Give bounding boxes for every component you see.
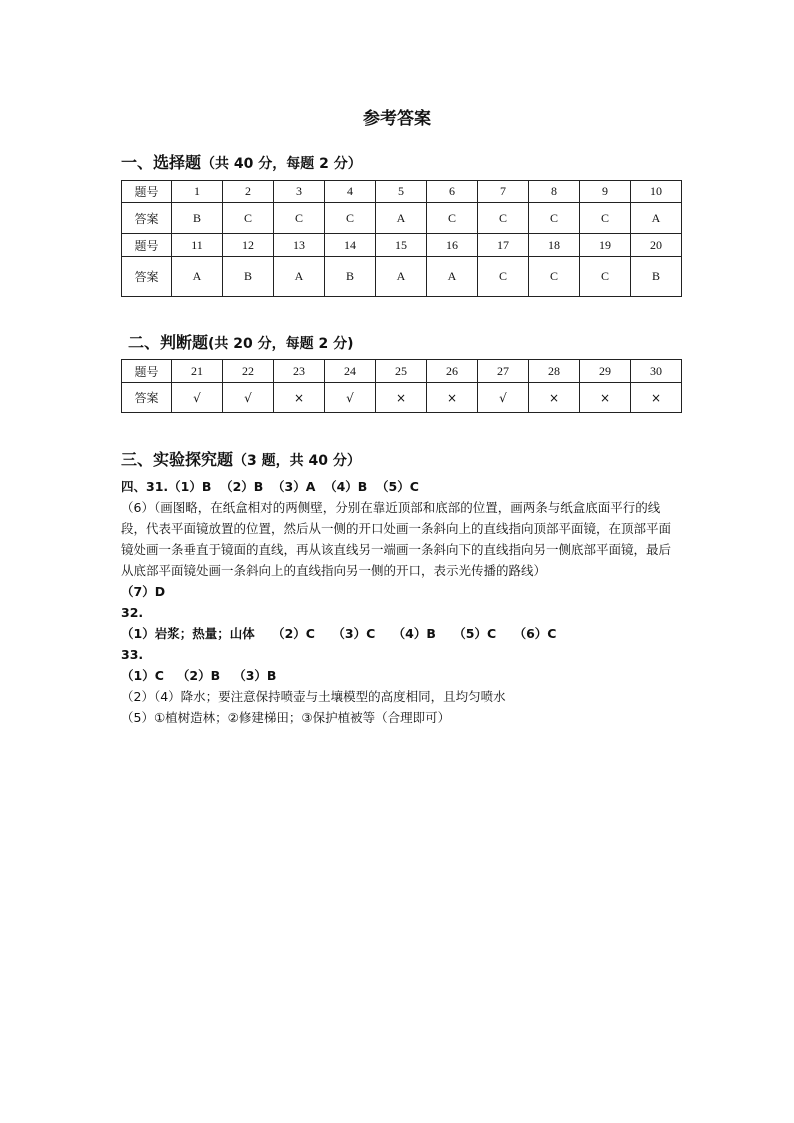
table-cell: C	[427, 203, 478, 234]
table-cell: 9	[580, 181, 631, 203]
table-cell: 5	[376, 181, 427, 203]
table-cell: C	[529, 257, 580, 297]
q32-line1: （1）岩浆；热量；山体 （2）C （3）C （4）B （5）C （6）C	[121, 626, 557, 641]
table-cell: 16	[427, 234, 478, 257]
table-cell: 11	[172, 234, 223, 257]
table-cell: A	[427, 257, 478, 297]
table-cell: 14	[325, 234, 376, 257]
q31-line1: 四、31.（1）B （2）B （3）A （4）B （5）C	[121, 479, 419, 494]
table-cell: C	[274, 203, 325, 234]
q32-heading: 32.	[121, 605, 144, 620]
table-cell: 21	[172, 360, 223, 383]
table-cell: C	[478, 203, 529, 234]
q33-line1: （1）C （2）B （3）B	[121, 668, 277, 683]
q31-line3: （7）D	[121, 584, 166, 599]
table-cell: 4	[325, 181, 376, 203]
table-cell: 10	[631, 181, 682, 203]
table-cell: ×	[580, 383, 631, 413]
table-cell: 8	[529, 181, 580, 203]
table-cell: 6	[427, 181, 478, 203]
table-cell: A	[274, 257, 325, 297]
section1-heading	[121, 150, 362, 173]
table-cell: 18	[529, 234, 580, 257]
table-cell: 1	[172, 181, 223, 203]
table-row	[122, 360, 682, 383]
table-cell: 17	[478, 234, 529, 257]
table-row	[122, 203, 682, 234]
table-cell: 24	[325, 360, 376, 383]
table-cell: 20	[631, 234, 682, 257]
table-cell: ×	[631, 383, 682, 413]
table-cell: 26	[427, 360, 478, 383]
table-cell: 3	[274, 181, 325, 203]
table-row	[122, 257, 682, 297]
table-cell: 22	[223, 360, 274, 383]
table-cell: 23	[274, 360, 325, 383]
section1-note: （共 40 分，每题 2 分）	[201, 156, 362, 172]
table-cell: A	[376, 203, 427, 234]
choice-answer-table	[121, 180, 682, 297]
table-cell: B	[172, 203, 223, 234]
row-label: 答案	[122, 257, 172, 297]
table-cell: C	[580, 257, 631, 297]
table-cell: √	[223, 383, 274, 413]
table-cell: 15	[376, 234, 427, 257]
table-row	[122, 383, 682, 413]
table-cell: B	[325, 257, 376, 297]
table-cell: ×	[274, 383, 325, 413]
table-cell: B	[223, 257, 274, 297]
table-cell: C	[529, 203, 580, 234]
q33-line3: （5）①植树造林；②修建梯田；③保护植被等（合理即可）	[121, 710, 451, 725]
section2-note: (共 20 分，每题 2 分)	[208, 336, 354, 352]
q33-line2: （2）（4）降水；要注意保持喷壶与土壤模型的高度相同，且均匀喷水	[121, 689, 506, 704]
q31-line2: （6）（画图略，在纸盒相对的两侧壁，分别在靠近顶部和底部的位置，画两条与纸盒底面平行的线段，代表平面镜放置的位置，然后从一侧的开口处画一条斜向上的直线指向顶部平面镜，在顶部平面镜处画一条垂直于镜面的直线，再从该直线另一端画一条斜向下的直线指向另一侧底部平面镜，最后从底部平面镜处画一条斜向上的直线指向另一侧的开口，表示光传播的路线）	[121, 500, 672, 578]
table-row	[122, 234, 682, 257]
table-cell: C	[325, 203, 376, 234]
table-row	[122, 181, 682, 203]
row-label: 答案	[122, 203, 172, 234]
table-cell: 27	[478, 360, 529, 383]
section3-heading-text: 三、实验探究题	[121, 450, 234, 469]
row-label: 题号	[122, 360, 172, 383]
table-cell: 2	[223, 181, 274, 203]
table-cell: A	[172, 257, 223, 297]
table-cell: 30	[631, 360, 682, 383]
table-cell: C	[223, 203, 274, 234]
section3-note: （3 题，共 40 分）	[233, 453, 361, 469]
section2-heading-text: 二、判断题	[128, 333, 209, 352]
table-cell: A	[631, 203, 682, 234]
table-cell: √	[172, 383, 223, 413]
section3-heading	[121, 447, 361, 470]
table-cell: C	[580, 203, 631, 234]
section2-heading	[128, 330, 354, 353]
table-cell: A	[376, 257, 427, 297]
table-cell: 19	[580, 234, 631, 257]
table-cell: B	[631, 257, 682, 297]
section1-heading-text: 一、选择题	[121, 153, 202, 172]
table-cell: √	[325, 383, 376, 413]
table-cell: 25	[376, 360, 427, 383]
table-cell: ×	[427, 383, 478, 413]
row-label: 题号	[122, 234, 172, 257]
row-label: 题号	[122, 181, 172, 203]
table-cell: 12	[223, 234, 274, 257]
judgement-answer-table	[121, 359, 682, 413]
page-title: 参考答案	[363, 109, 431, 129]
table-cell: ×	[376, 383, 427, 413]
table-cell: C	[478, 257, 529, 297]
table-cell: 28	[529, 360, 580, 383]
q33-heading: 33.	[121, 647, 144, 662]
table-cell: 29	[580, 360, 631, 383]
table-cell: 13	[274, 234, 325, 257]
experiment-answers	[121, 476, 681, 728]
row-label: 答案	[122, 383, 172, 413]
table-cell: √	[478, 383, 529, 413]
table-cell: 7	[478, 181, 529, 203]
table-cell: ×	[529, 383, 580, 413]
